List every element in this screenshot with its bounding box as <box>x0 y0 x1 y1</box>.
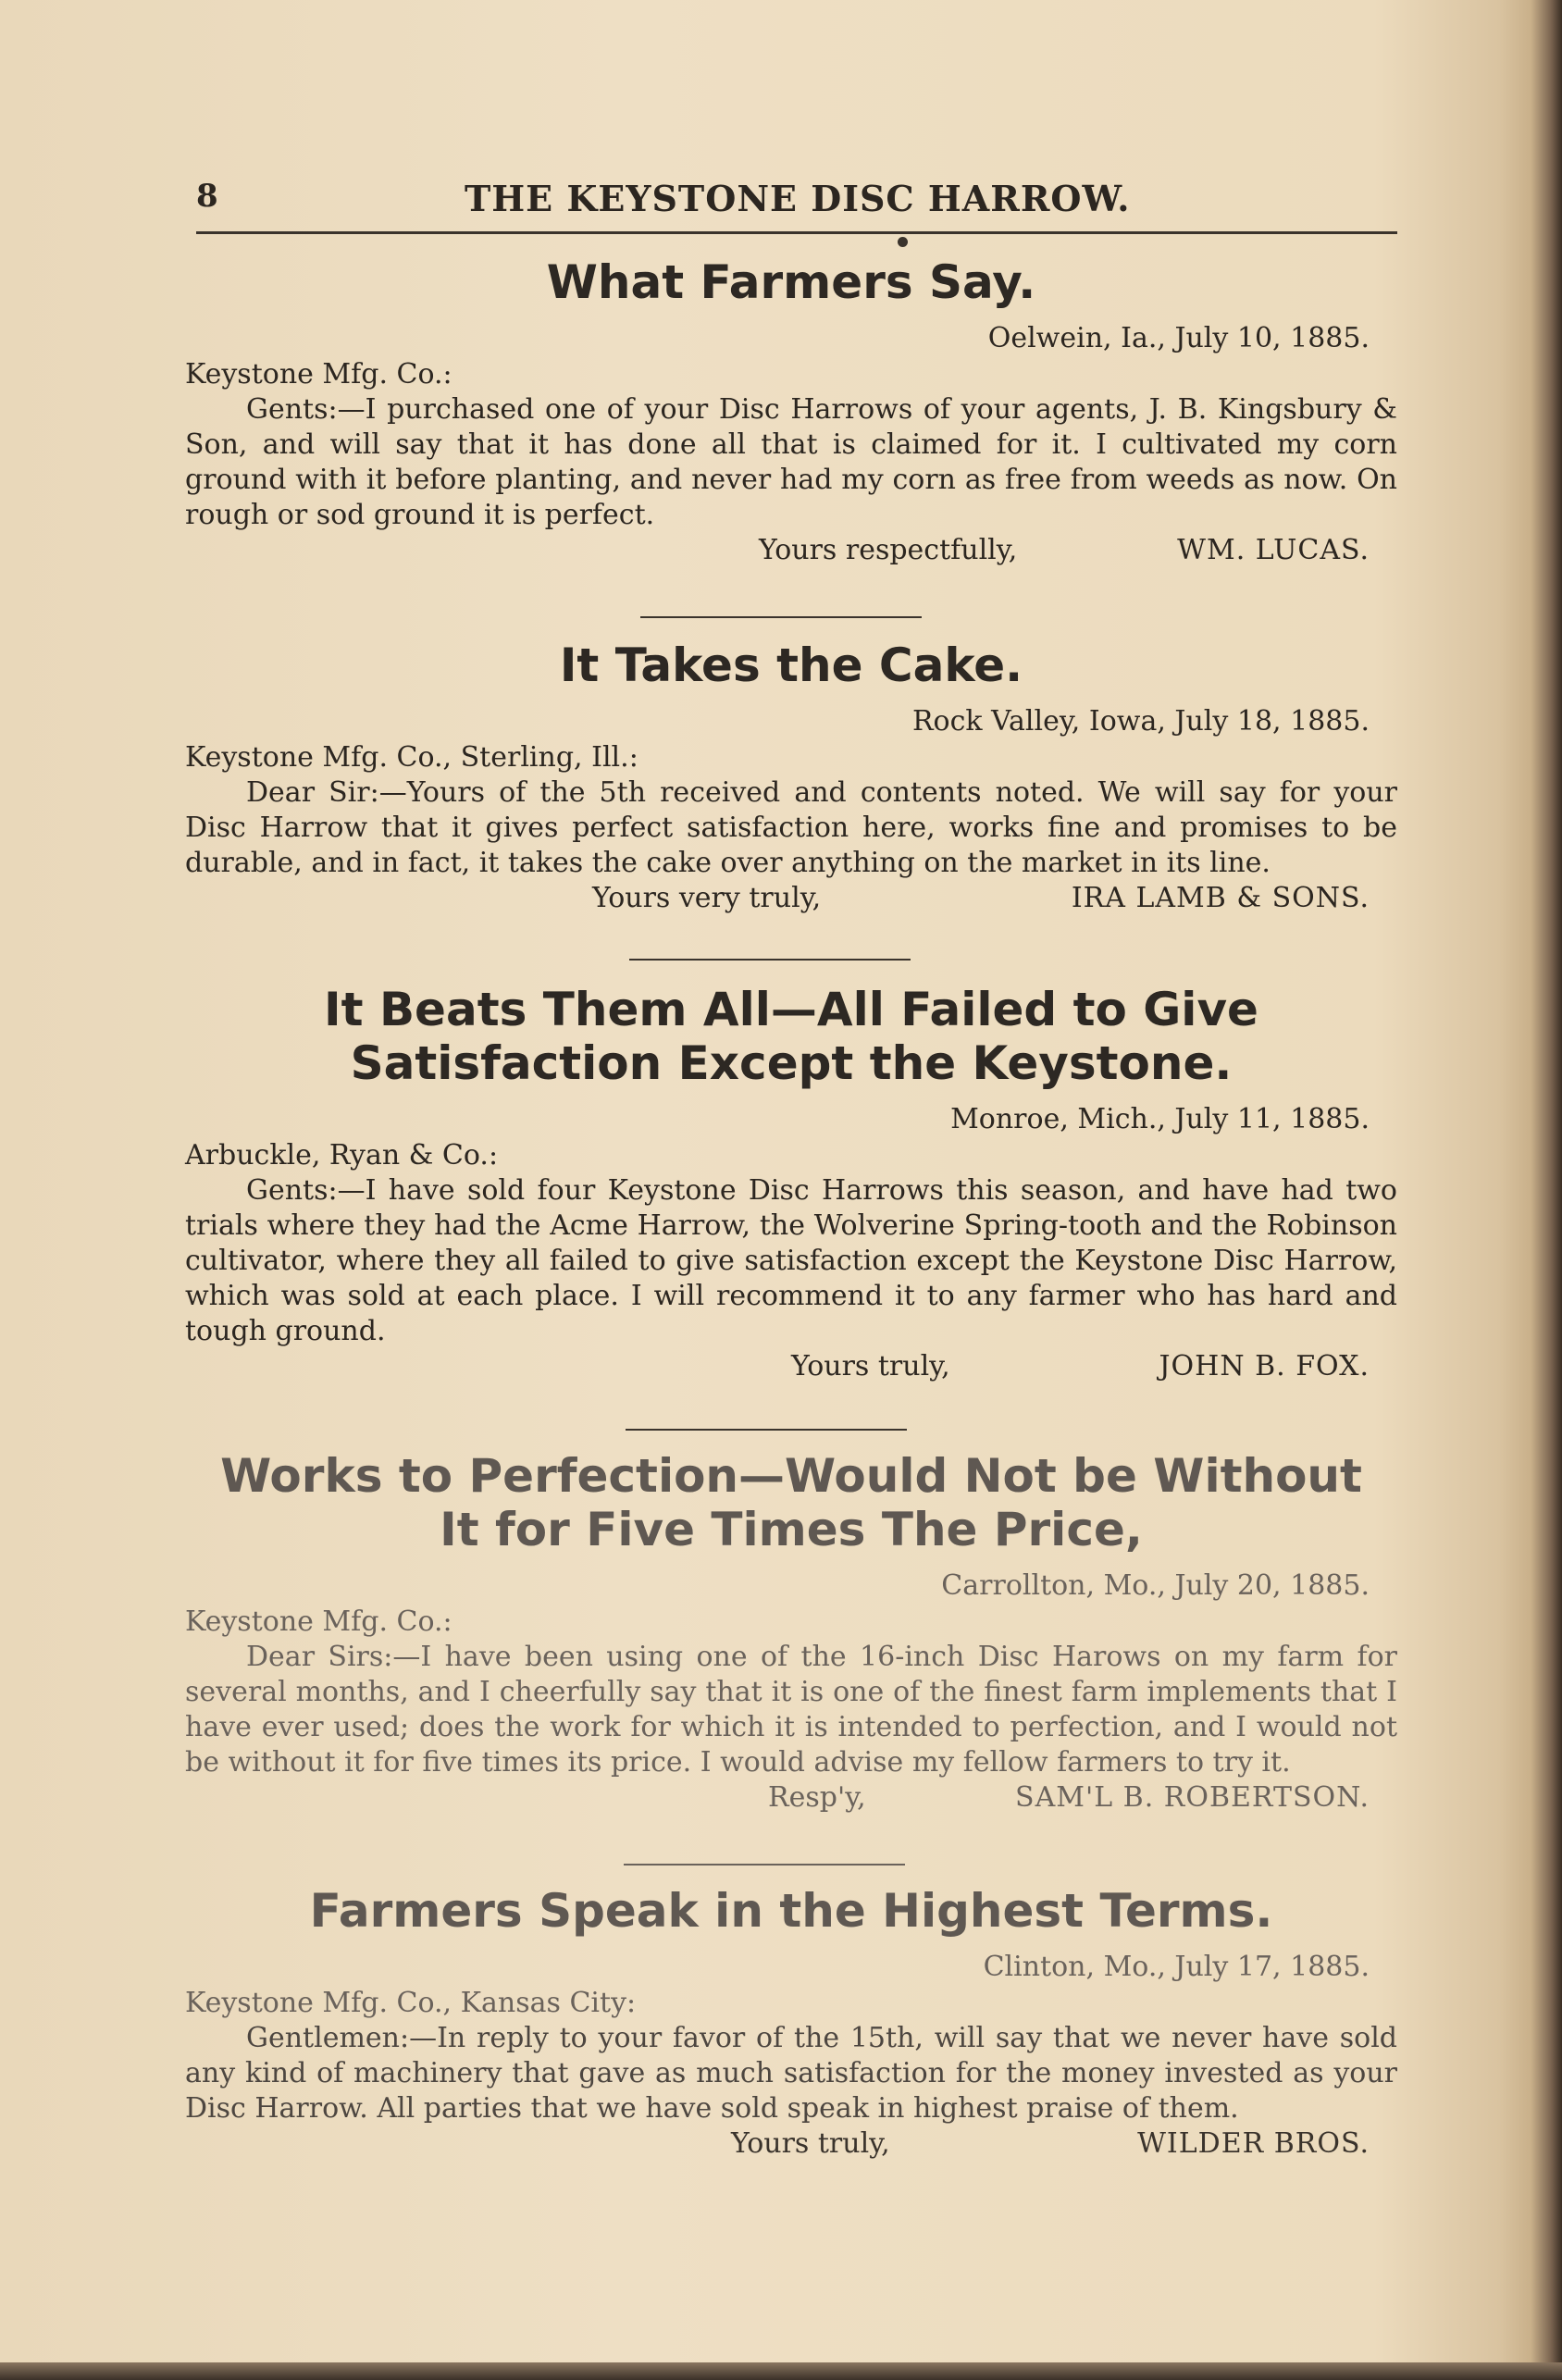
letter-section <box>185 255 1397 570</box>
letter-heading: Farmers Speak in the Highest Terms. <box>309 1884 1273 1938</box>
letter-body: Dear Sir:—Yours of the 5th received and contents noted. We will say for your Disc Harrow that it gives perfect satisfaction here, works fine and promises to be durable, and in fact, it takes the cake over anything on the market in its line. <box>185 776 1397 879</box>
letter-closing: Yours truly, <box>731 2127 890 2160</box>
letter-closing: Yours truly, <box>791 1350 950 1382</box>
letter-sign-line <box>185 2126 1397 2163</box>
letter-date: Oelwein, Ia., July 10, 1885. <box>987 322 1370 354</box>
letter-sign-line <box>185 533 1397 570</box>
header-rule <box>196 231 1397 234</box>
letter-date: Rock Valley, Iowa, July 18, 1885. <box>911 705 1370 738</box>
letter-body: Dear Sirs:—I have been using one of the 16-inch Disc Harows on my farm for several months, and I cheerfully say that it is one of the finest farm implements that I have ever used; does the work for which it is intended to perfection, and I would not be without it for five times its price. I would advise my fellow farmers to try it. <box>185 1641 1397 1779</box>
letter-body: Gentlemen:—In reply to your favor of the 15th, will say that we never have sold any kind of machinery that gave as much satisfaction for the money invested as your Disc Harrow. All parties that we have sold speak in highest praise of them. <box>185 2022 1397 2125</box>
letter-salutation: Keystone Mfg. Co., Sterling, Ill.: <box>185 741 638 774</box>
section-divider <box>624 1864 905 1866</box>
letter-sign-line <box>185 881 1397 918</box>
letter-section <box>185 983 1397 1386</box>
letter-date: Carrollton, Mo., July 20, 1885. <box>941 1569 1370 1602</box>
running-title: THE KEYSTONE DISC HARROW. <box>465 178 1131 219</box>
letter-salutation: Keystone Mfg. Co., Kansas City: <box>185 1987 637 2019</box>
letter-sign-line <box>185 1780 1397 1817</box>
page-bottom-edge <box>0 2362 1562 2380</box>
letter-section <box>185 1449 1397 1817</box>
letter-salutation: Keystone Mfg. Co.: <box>185 358 452 390</box>
letter-heading: It Beats Them All—All Failed to Give Satisfaction Except the Keystone. <box>324 983 1258 1090</box>
letter-body: Gents:—I purchased one of your Disc Harrows of your agents, J. B. Kingsbury & Son, and will say that it has done all that is claimed for it. I cultivated my corn ground with it before planting, and never had my corn as free from weeds as now. On rough or sod ground it is perfect. <box>185 393 1397 531</box>
letter-signature: SAM'L B. ROBERTSON. <box>1015 1781 1370 1814</box>
letter-date: Monroe, Mich., July 11, 1885. <box>950 1103 1370 1135</box>
section-divider <box>629 959 911 961</box>
letter-body: Gents:—I have sold four Keystone Disc Harrows this season, and have had two trials where they had the Acme Harrow, the Wolverine Spring-tooth and the Robinson cultivator, where they all failed to give satisfaction except the Keystone Disc Harrow, which was sold at each place. I will recommend it to any farmer who has hard and tough ground. <box>185 1174 1397 1347</box>
letter-heading: It Takes the Cake. <box>559 638 1023 692</box>
letter-sign-line <box>185 1349 1397 1386</box>
letter-heading: Works to Perfection—Would Not be Without It for Five Times The Price, <box>220 1449 1362 1556</box>
letter-closing: Yours respectfully, <box>759 534 1018 566</box>
letter-closing: Yours very truly, <box>592 882 822 914</box>
letter-signature: IRA LAMB & SONS. <box>1071 882 1370 914</box>
section-divider <box>626 1429 907 1431</box>
letter-section <box>185 1884 1397 2163</box>
letter-heading: What Farmers Say. <box>546 255 1036 309</box>
letter-section <box>185 638 1397 918</box>
letter-signature: WILDER BROS. <box>1137 2127 1370 2160</box>
page-header <box>196 178 1397 229</box>
letter-salutation: Arbuckle, Ryan & Co.: <box>185 1139 499 1171</box>
section-divider <box>640 616 922 618</box>
letter-signature: WM. LUCAS. <box>1177 534 1370 566</box>
page-number: 8 <box>196 178 218 215</box>
header-ornament <box>898 237 908 247</box>
letter-salutation: Keystone Mfg. Co.: <box>185 1605 452 1638</box>
letter-signature: JOHN B. FOX. <box>1159 1350 1370 1382</box>
letter-closing: Resp'y, <box>768 1781 866 1814</box>
letter-date: Clinton, Mo., July 17, 1885. <box>983 1951 1370 1983</box>
